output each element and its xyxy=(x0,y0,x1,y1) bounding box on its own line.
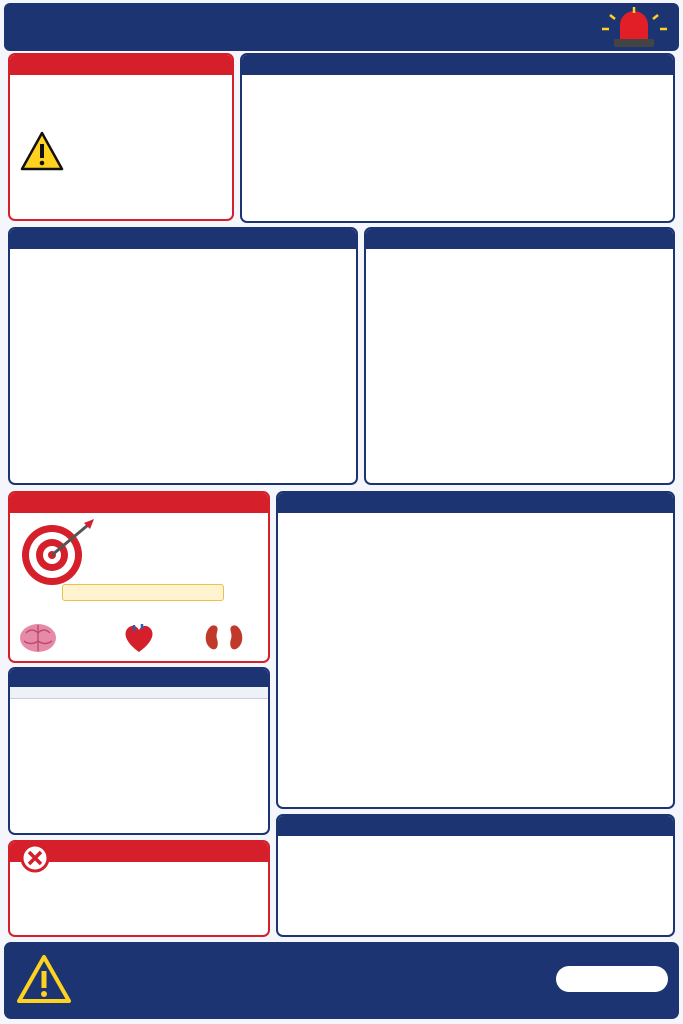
farmaci-card xyxy=(8,667,270,835)
mnemonico-items xyxy=(278,836,673,935)
farmaci-col-farmaco xyxy=(10,687,128,698)
obiettivi-header xyxy=(10,493,268,513)
title-bar xyxy=(4,3,679,51)
heart-icon xyxy=(122,621,156,655)
mnemonico-header xyxy=(278,816,673,836)
definizione-header xyxy=(10,55,232,75)
brain-icon xyxy=(18,621,58,655)
footer-bar xyxy=(4,942,679,1019)
farmaci-header xyxy=(10,669,268,687)
eccezioni-header xyxy=(278,493,673,513)
farmaci-col-indicazioni xyxy=(128,687,268,698)
error-x-icon xyxy=(20,843,50,873)
brand-badge xyxy=(556,966,668,992)
errori-card xyxy=(8,840,270,937)
non-normalizzare xyxy=(62,584,224,601)
obiettivi-card xyxy=(8,491,270,663)
abcde-header xyxy=(242,55,673,75)
abcde-card xyxy=(240,53,675,223)
segni-header xyxy=(10,229,356,249)
warning-icon xyxy=(20,131,64,171)
eccezioni-card xyxy=(276,491,675,809)
kidney-icon xyxy=(204,621,244,655)
segni-card xyxy=(8,227,358,485)
esami-header xyxy=(366,229,673,249)
definizione-card xyxy=(8,53,234,221)
warning-icon xyxy=(16,954,72,1004)
mnemonico-card xyxy=(276,814,675,937)
siren-icon xyxy=(600,5,670,49)
esami-card xyxy=(364,227,675,485)
target-icon xyxy=(18,519,96,587)
abcde-columns xyxy=(244,77,671,219)
